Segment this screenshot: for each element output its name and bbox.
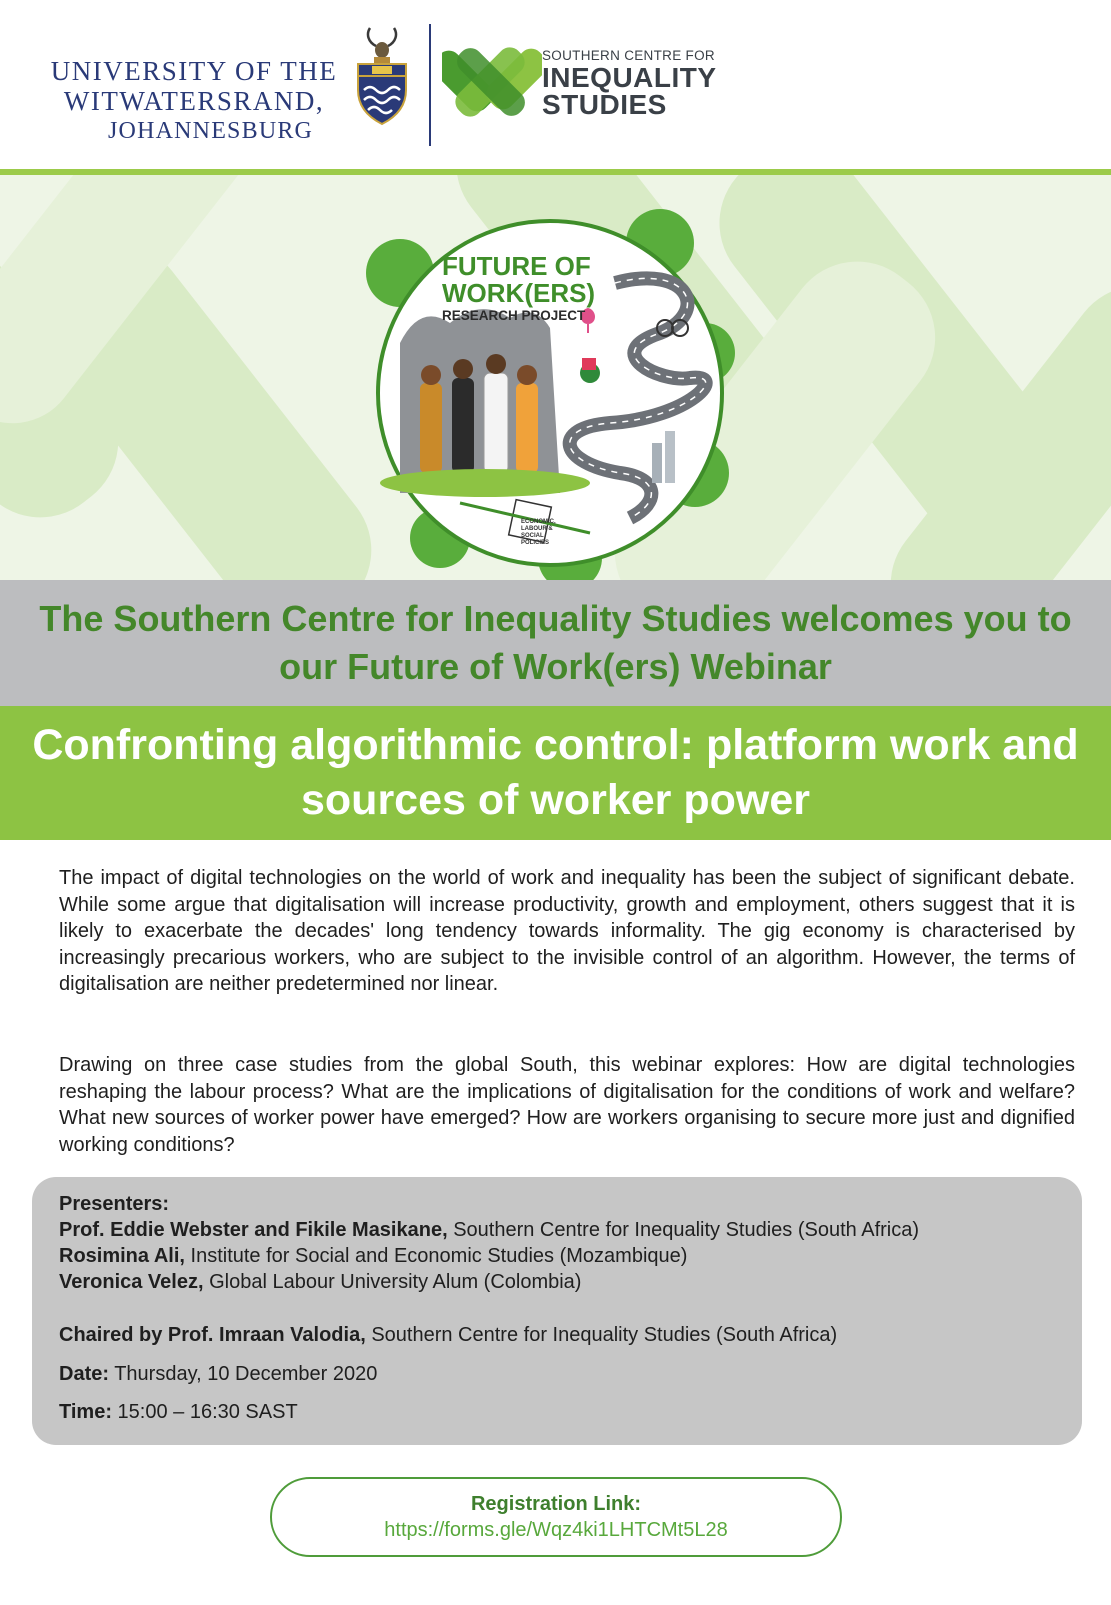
wits-line-3: JOHANNESBURG (108, 118, 314, 144)
scis-logo-text (542, 48, 717, 118)
welcome-band (0, 580, 1111, 706)
time-label: Time: (59, 1401, 112, 1423)
time-row (59, 1399, 298, 1425)
badge-title-line-1: FUTURE OF (442, 251, 591, 281)
badge-title-line-3: RESEARCH PROJECT (442, 308, 586, 323)
badge-title (442, 253, 642, 325)
wits-crest-icon (352, 24, 412, 128)
wits-line-2: WITWATERSRAND, (63, 86, 325, 116)
presenter-row (59, 1243, 687, 1269)
scis-line-1: SOUTHERN CENTRE FOR (542, 48, 715, 63)
date-label: Date: (59, 1363, 110, 1385)
questions-paragraph: Drawing on three case studies from the global South, this webinar explores: How are digital technologies reshaping the labour process? What are the implications of digitalisation for the conditions of work and welfare? What new sources of worker power have emerged? How are workers organising to secure more just and dignified working conditions? (59, 1054, 1075, 1156)
details-panel (32, 1177, 1082, 1445)
welcome-heading: The Southern Centre for Inequality Studies welcomes you to our Future of Work(ers) Webinar (39, 598, 1072, 687)
webinar-title: Confronting algorithmic control: platform work and sources of worker power (32, 721, 1079, 824)
wits-logo-text (48, 56, 340, 146)
registration-box (270, 1477, 842, 1557)
scis-logo-icon (442, 32, 542, 128)
presenter-affiliation: Southern Centre for Inequality Studies (South Africa) (447, 1219, 920, 1241)
header-divider (429, 24, 431, 146)
presenter-row (59, 1269, 581, 1295)
badge-sign-text: ECONOMIC, LABOUR & SOCIAL POLICIES (521, 519, 556, 546)
scis-line-3: STUDIES (542, 89, 667, 120)
intro-paragraph: The impact of digital technologies on the world of work and inequality has been the subject of significant debate. While some argue that digitalisation will increase productivity, growth and employment, others suggest that it is likely to exacerbate the decades' long tendency towards informality. The gig economy is characterised by increasingly precarious workers, who are subject to the invisible control of an algorithm. However, the terms of digitalisation are neither predetermined nor linear. (59, 867, 1075, 996)
time-value: 15:00 – 16:30 SAST (111, 1401, 298, 1423)
presenter-name: Rosimina Ali, (59, 1245, 185, 1267)
presenters-label: Presenters: (59, 1193, 170, 1215)
presenter-name: Prof. Eddie Webster and Fikile Masikane, (59, 1219, 448, 1241)
presenter-name: Veronica Velez, (59, 1271, 204, 1293)
presenters-label-line (59, 1191, 169, 1217)
presenter-affiliation: Institute for Social and Economic Studies (Mozambique) (184, 1245, 688, 1267)
badge-title-line-2: WORK(ERS) (442, 278, 596, 308)
header (0, 0, 1111, 170)
chair-row (59, 1322, 837, 1348)
presenter-row (59, 1217, 919, 1243)
wits-line-1: UNIVERSITY OF THE (50, 56, 338, 86)
title-band (0, 706, 1111, 840)
chair-affiliation: Southern Centre for Inequality Studies (South Africa) (365, 1324, 838, 1346)
chair-label: Chaired by Prof. Imraan Valodia, (59, 1324, 366, 1346)
registration-label: Registration Link: (470, 1493, 641, 1515)
date-row (59, 1361, 377, 1387)
presenter-affiliation: Global Labour University Alum (Colombia) (203, 1271, 582, 1293)
registration-link[interactable]: https://forms.gle/Wqz4ki1LHTCMt5L28 (384, 1519, 728, 1541)
date-value: Thursday, 10 December 2020 (109, 1363, 378, 1385)
scis-line-2: INEQUALITY (542, 62, 717, 93)
